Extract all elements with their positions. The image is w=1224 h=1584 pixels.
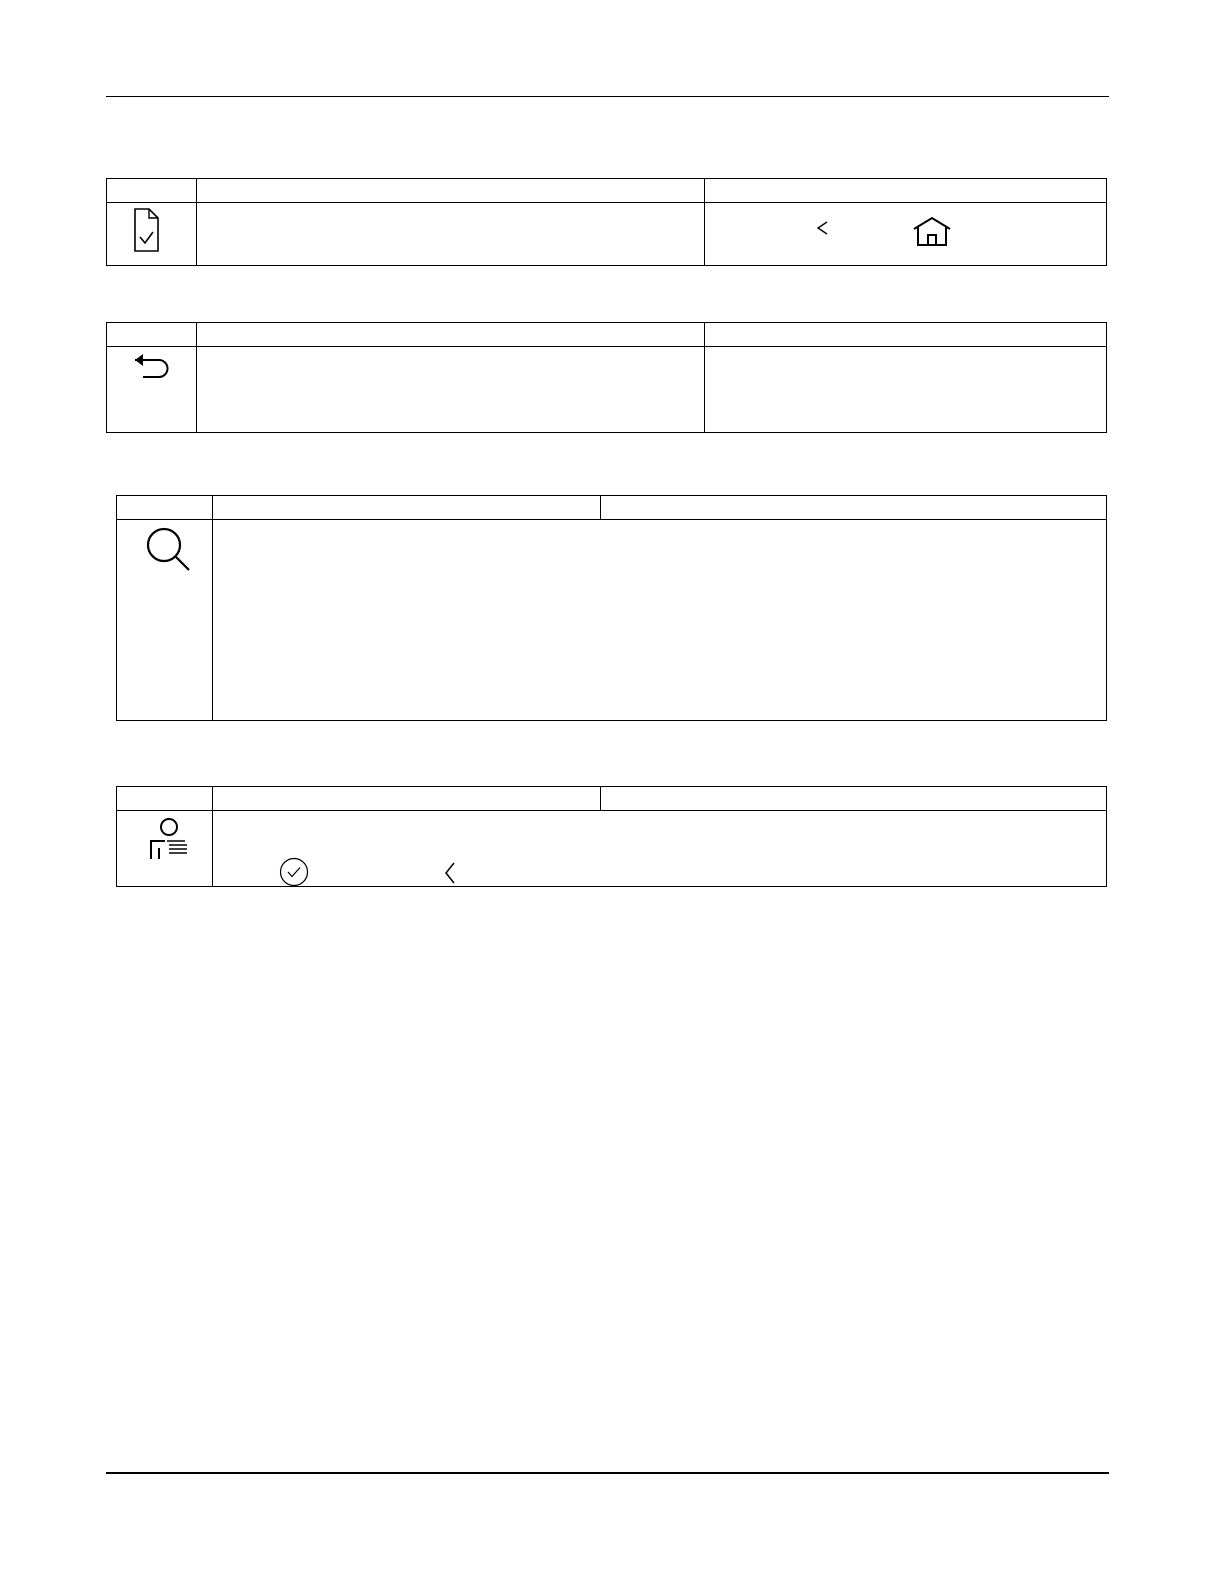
home-icon — [911, 215, 953, 247]
header-cell-notes — [705, 323, 1107, 347]
header-cell-notes — [601, 787, 1107, 811]
header-cell-notes — [601, 496, 1107, 520]
table-header-row — [117, 787, 1107, 811]
header-rule — [106, 96, 1109, 97]
description-cell — [213, 811, 1107, 887]
header-cell-notes — [705, 179, 1107, 203]
description-cell — [197, 347, 705, 433]
table-header-row — [117, 496, 1107, 520]
search-icon — [117, 520, 211, 580]
circle-check-icon — [279, 857, 309, 887]
chevron-left-icon — [815, 219, 831, 237]
header-cell-icon — [117, 787, 213, 811]
chevron-left-icon — [443, 861, 457, 885]
footer-rule — [106, 1472, 1109, 1474]
table-row — [107, 347, 1107, 433]
icon-cell — [107, 203, 197, 266]
icon-table-4 — [116, 786, 1107, 887]
header-cell-icon — [107, 179, 197, 203]
header-cell-icon — [117, 496, 213, 520]
icon-table-2 — [106, 322, 1107, 433]
table-header-row — [107, 179, 1107, 203]
description-cell — [213, 520, 1107, 721]
description-cell — [197, 203, 705, 266]
notes-cell — [705, 347, 1107, 433]
table-row — [107, 203, 1107, 266]
table-header-row — [107, 323, 1107, 347]
table-row — [117, 520, 1107, 721]
table-row — [117, 811, 1107, 887]
header-cell-description — [213, 787, 601, 811]
header-cell-description — [197, 323, 705, 347]
undo-arrow-icon — [107, 347, 195, 395]
icon-table-1 — [106, 178, 1107, 266]
icon-cell — [117, 811, 213, 887]
icon-table-3 — [116, 495, 1107, 721]
header-cell-icon — [107, 323, 197, 347]
icon-cell — [117, 520, 213, 721]
header-cell-description — [213, 496, 601, 520]
document-check-icon — [107, 203, 195, 265]
icon-cell — [107, 347, 197, 433]
user-list-icon — [117, 811, 211, 871]
notes-cell — [705, 203, 1107, 266]
header-cell-description — [197, 179, 705, 203]
